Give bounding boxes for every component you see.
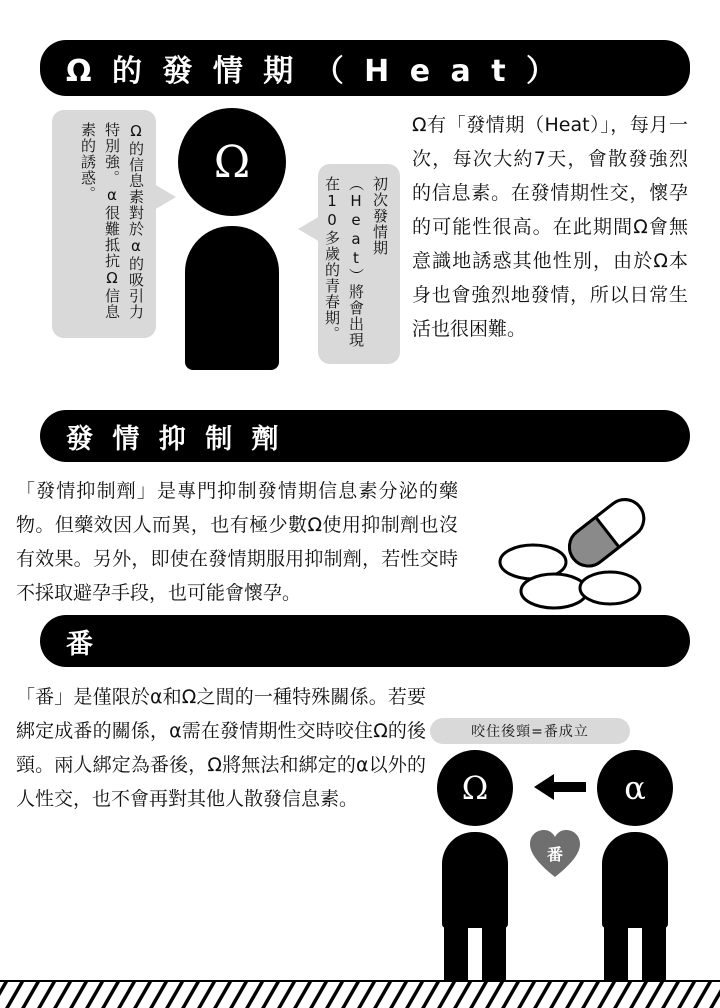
section-header-suppressant: 發 情 抑 制 劑 [40,410,690,462]
section-header-heat: Ω 的 發 情 期 （ H e a t ） [40,40,690,96]
omega-figure-body [185,226,279,370]
pair-diagram [420,750,690,990]
pair-figure-alpha-torso [602,832,668,928]
heat-description: Ω有「發情期（Heat）」，每月一次，每次大約7天，會散發強烈的信息素。在發情期性交，懷孕的可能性很高。在此期間Ω會無意識地誘惑其他性別，由於Ω本身也會強烈地發情，所以日常生活也很困難。 [412,114,688,340]
omega-figure-head: Ω [178,108,286,216]
pair-diagram-label: 咬住後頸=番成立 [430,718,630,744]
pair-heart-icon [528,828,582,880]
speech-bubble-tail-icon [154,184,176,210]
speech-bubble-right-text: 初次發情期（Heat）將會出現在10多歲的青春期。 [323,176,389,348]
pair-figure-alpha [580,750,690,990]
pair-figure-omega-head: Ω [437,750,513,826]
pair-figure-omega-torso [442,832,508,928]
left-arrow-icon [532,770,588,804]
pills-icon [486,492,686,622]
speech-bubble-tail-icon [298,216,320,242]
pair-description: 「番」是僅限於α和Ω之間的一種特殊關係。若要綁定成番的關係，α需在發情期性交時咬住Ω的後頸。兩人綁定為番後，Ω將無法和綁定的α以外的人性交，也不會再對其他人散發信息素。 [16,686,426,810]
suppressant-description: 「發情抑制劑」是專門抑制發情期信息素分泌的藥物。但藥效因人而異，也有極少數Ω使用抑制劑也沒有效果。另外，即使在發情期服用抑制劑，若性交時不採取避孕手段，也可能會懷孕。 [16,480,458,604]
pair-figure-alpha-head: α [597,750,673,826]
speech-bubble-right [318,164,400,364]
bottom-stripe-border [0,980,720,1008]
pair-heart-label: 番 [546,845,563,864]
speech-bubble-left-text: Ω的信息素對於α的吸引力特別強。α很難抵抗Ω信息素的誘惑。 [79,122,145,320]
omega-figure [178,108,294,370]
pair-figure-omega [420,750,530,990]
speech-bubble-left [52,110,156,338]
section-header-pair: 番 [40,615,690,667]
